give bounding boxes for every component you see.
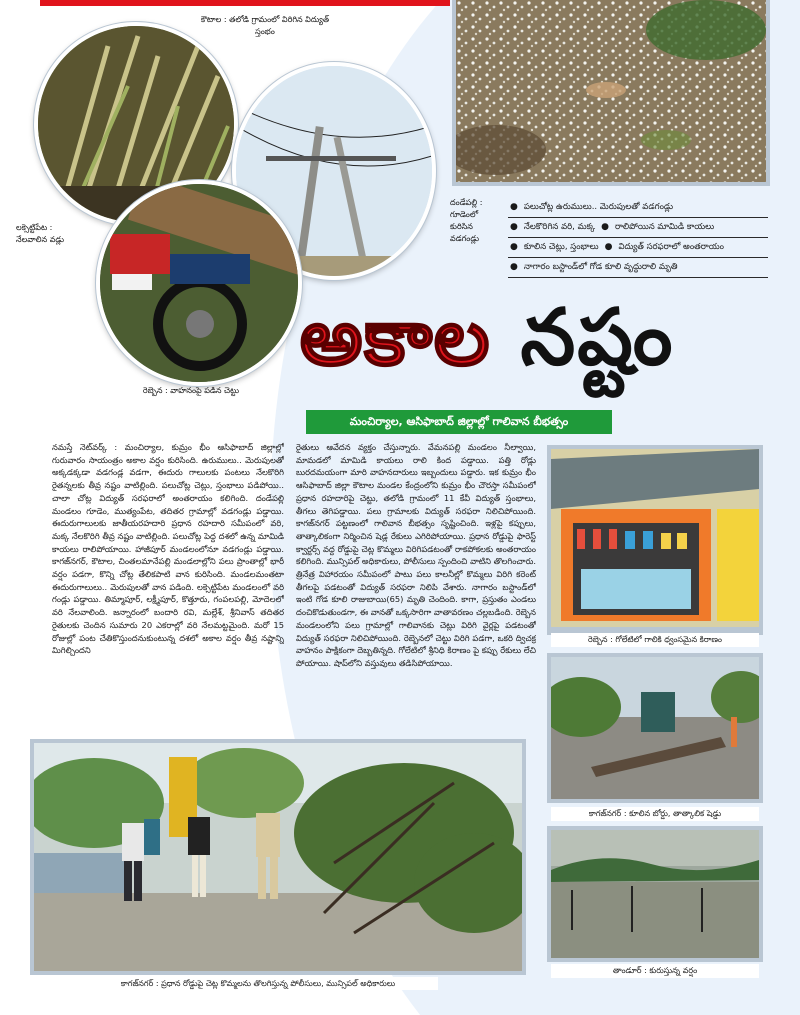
bullet-icon: ● — [510, 202, 518, 212]
shed-caption: కాగజ్‌నగర్ : కూలిన బోర్డు, తాత్కాలిక షెడ్డు — [551, 807, 759, 821]
headline-word-2: నష్టం — [520, 292, 675, 383]
headline — [300, 283, 770, 403]
highlight-row: ● పలుచోట్ల ఉరుములు.. మెరుపులతో వడగండ్లు — [508, 198, 768, 218]
shed-photo — [551, 657, 759, 799]
hail-caption: దండేపల్లి : గూడెంలో కురిసిన వడగండ్లు — [450, 198, 483, 243]
bullet-icon: ● — [510, 242, 518, 252]
bullet-icon: ● — [604, 242, 613, 252]
main-photo — [34, 743, 522, 971]
bullet-icon: ● — [601, 222, 609, 232]
subheadline: మంచిర్యాల, ఆసిఫాబాద్ జిల్లాల్లో గాలివాన బీభత్సం — [306, 410, 612, 434]
bike-caption: రెబ్బెన : వాహనంపై పడిన చెట్టు — [142, 386, 240, 395]
bike-photo — [96, 180, 302, 386]
pole-caption: కౌటాల : తలోడి గ్రామంలో విరిగిన విద్యుత్ స్తంభం — [200, 15, 330, 36]
main-photo-caption: కాగజ్‌నగర్ : ప్రధాన రోడ్డుపై చెట్ల కొమ్మలను తొలగిస్తున్న పోలీసులు, మున్సిపల్ అధికారులు — [78, 977, 438, 990]
article-column-2 — [296, 441, 536, 737]
article-text-1: నమస్తే నెట్‌వర్క్ : మంచిర్యాల, కుమ్రం భీం ఆసిఫాబాద్ జిల్లాల్లో గురువారం సాయంత్రం అకాల వర్షం కురిసింది. ఉరుములు.. మెరుపులతో అక్కడక్కడా వడగండ్ల వడగా, ఈదురు గాలులకు పంటలు నేలకొరిగి రైతన్నలకు తీవ్ర నష్టం వాటిల్లింది. పలుచోట్ల చెట్లు, స్తంభాలు పడిపోయి.. చాలా చోట్ల విద్యుత్ సరఫరాలో అంతరాయం కలిగింది. దండేపల్లి మండలం గూడెం, ముత్యంపేట, తదితర గ్రామాల్లో వడగండ్లు పడ్డాయి. ఈదురుగాలులకు జాతీయరహదారి ప్రధాన రహదారి సమీపంలో వరి, మక్క నేలకొరిగి తీవ్ర నష్టం వాటిల్లింది. పలుచోట్ల పెద్ద దశలో ఉన్న మామిడి కాయలు రాలిపోయాయి. హాజీపూర్ మండలంలోనూ వడగండ్లు పడ్డాయి. కాగజ్‌నగర్, కౌటాల, చింతలమానేపల్లి మండలాల్లోని పలు ప్రాంతాల్లో భారీ వర్షం పడగా, కొన్ని చోట్ల తేలికపాటి వాన కురిసింది. మండలమంతటా ఈదురుగాలులు.. మెరుపులతో వాన పడింది. లక్సెట్టిపేట మండలంలో వరి గండ్లు పడ్డాయి. తిమ్మాపూర్, లక్ష్మీపూర్, కొత్తూరు, గంపలపల్లి, మోదెలలో వరి నేలవాలింది. జన్నారంలో బందారి రవి, మల్లేశ్, శ్రీనివాస్ తదితర రైతులకు చెందిన సుమారు 20 ఎకరాల్లో వరి నేలమట్టమైంది. మరో 15 రోజుల్లో పంట చేతికొస్తుందనుకుంటున్న దశలో అకాల వర్షం తీవ్ర నష్టాన్ని మిగిల్చిందని — [52, 442, 284, 656]
rain-photo — [551, 830, 759, 958]
highlight-row: ● నేలకొరిగిన వరి, మక్క ● రాలిపోయిన మామిడి కాయలు — [508, 218, 768, 238]
highlights-box — [508, 198, 768, 278]
shop-photo — [551, 449, 759, 627]
highlight-row: ● నాగారం బస్టాండ్‌లో గోడ కూలి వృద్ధురాలి మృతి — [508, 258, 768, 278]
top-red-strip — [40, 0, 450, 6]
crop-caption: లక్సెట్టిపేట : నేలవాలిన వడ్లు — [16, 223, 65, 244]
bullet-icon: ● — [510, 222, 518, 232]
highlight-row: ● కూలిన చెట్లు, స్తంభాలు ● విద్యుత్ సరఫరాలో అంతరాయం — [508, 238, 768, 258]
hail-photo — [456, 0, 766, 182]
headline-word-1: అకాల — [300, 292, 492, 383]
article-column-1 — [52, 441, 284, 737]
article-text-2: రైతులు ఆవేదన వ్యక్తం చేస్తున్నారు. వేమనపల్లి మండలం నీల్వాయి, మామడలో మామిడి కాయలు రాలి కింద పడ్డాయి. పత్తి రోడ్లు బురదమయంగా మారి వాహనదారులు ఇబ్బందులు పడ్డారు. ఇక కుమ్రం భీం ఆసిఫాబాద్ జిల్లా కౌటాల మండల కేంద్రంలోని కుమ్రం భీం చౌరస్తా సమీపంలో ప్రధాన రహదారిపై చెట్టు, తలోడి గ్రామంలో 11 కేవీ విద్యుత్ స్తంభాలు, తీగలు తెగిపడ్డాయి. పలు గ్రామాలకు విద్యుత్ సరఫరా నిలిచిపోయింది. కాగజ్‌నగర్ పట్టణంలో గాలివాన బీభత్సం సృష్టించింది. ఇళ్లపై కప్పులు, తాత్కాలికంగా నిర్మించిన షెడ్ల రేకులు ఎగిరిపోయాయి. ప్రధాన రోడ్డుపై ఫారెస్ట్ క్వార్టర్స్ వద్ద రోడ్డుపై చెట్ల కొమ్మలు విరిగిపడటంతో రాకపోకలకు అంతరాయం కలిగింది. మున్సిపల్ అధికారులు, పోలీసులు స్పందించి వాటిని తొలగించారు. త్రినేత్ర విహారయం సమీపంలో పాటు పలు కాలనీల్లో కొమ్మలు విరిగి కరెంట్ తీగలపై పడటంతో విద్యుత్ సరఫరా నిలిపి వేశారు. నాగారం బస్టాండ్‌లో ఇంటి గోడ కూలి రాజుబాయి(65) మృతి చెందింది. కాగా, ప్రస్తుతం ఎండలు దంచికొడుతుండగా, ఈ వానతో ఒక్కసారిగా వాతావరణం చల్లబడింది. రెబ్బెన మండలంలోని పలు గ్రామాల్లో గాలివానకు చెట్లు విరిగి వైర్లపై పడటంతో విద్యుత్ సరఫరా నిలిచిపోయింది. రెబ్బెనలో చెట్టు విరిగి పడగా, ఒకరి ద్విచక్ర వాహనం పాక్షికంగా దెబ్బతిన్నది. గోలేటిలో శ్రీనిధి కిరాణం పై కప్పు రేకులు లేచి పోయాయి. షాప్‌లోని వస్తువులు తడిసిపోయాయి. — [296, 442, 536, 668]
rain-caption: తాండూర్ : కురుస్తున్న వర్షం — [551, 964, 759, 978]
shop-caption: రెబ్బెన : గోలేటిలో గాలికి ధ్వంసమైన కిరాణం — [551, 633, 759, 647]
bullet-icon: ● — [510, 262, 518, 272]
